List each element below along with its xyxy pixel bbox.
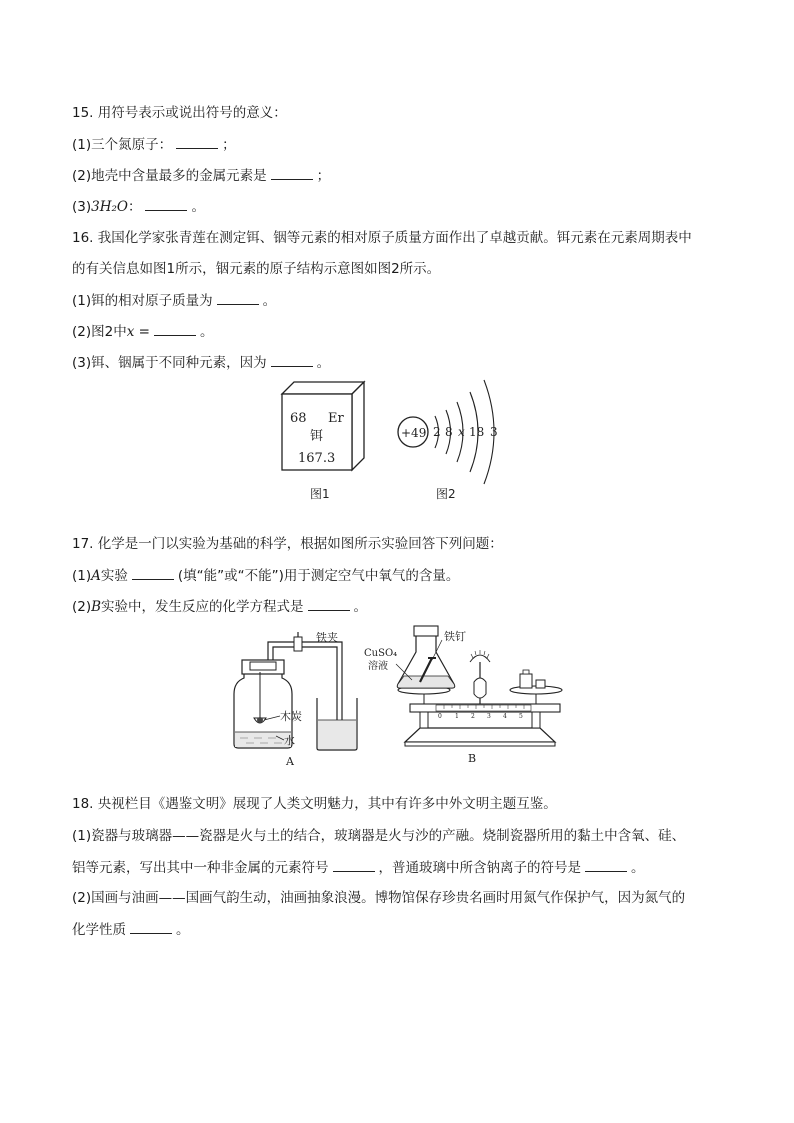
charcoal [257, 717, 263, 723]
answer-blank[interactable] [271, 166, 313, 180]
label-b: B [91, 599, 102, 615]
scale-4: 4 [503, 713, 507, 720]
q15-part1 [72, 135, 236, 154]
answer-blank[interactable] [145, 197, 187, 211]
q17-part2 [72, 597, 367, 616]
answer-blank[interactable] [585, 858, 627, 872]
formula: 3H₂O [91, 199, 128, 215]
label-a: A [91, 568, 101, 584]
nucleus-charge: +49 [401, 426, 427, 440]
q16-part1 [72, 291, 276, 310]
q18-part2-line2 [72, 920, 190, 939]
q17-part2-num: (2) [72, 599, 92, 615]
punct: ； [222, 137, 236, 153]
q15-part2-text: (2)地壳中含量最多的金属元素是 [72, 168, 267, 184]
variable-x: x = [126, 324, 150, 340]
answer-blank[interactable] [130, 920, 172, 934]
punct: ： [127, 199, 142, 215]
label-charcoal: 木炭 [280, 710, 302, 723]
q16-part1-text: (1)铒的相对原子质量为 [72, 293, 213, 309]
flask-stopper [414, 626, 438, 636]
q18-part1-line2 [72, 858, 645, 877]
q16-part3-text: (3)铒、铟属于不同种元素，因为 [72, 355, 267, 371]
figure-1-element-card [280, 380, 370, 505]
punct: 。 [316, 355, 331, 371]
q16-stem-line2: 的有关信息如图1所示，铟元素的原子结构示意图如图2所示。 [72, 261, 441, 277]
q15-part1-text: (1)三个氮原子： [72, 137, 173, 153]
punct: 。 [199, 324, 214, 340]
q17-part1-tail: (填“能”或“不能”)用于测定空气中氧气的含量。 [177, 568, 460, 584]
figure-2-atom-diagram [390, 372, 520, 505]
shell-4-count: 18 [469, 425, 485, 439]
q17-stem: 17. 化学是一门以实验为基础的科学，根据如图所示实验回答下列问题： [72, 536, 503, 552]
q16-part3 [72, 353, 330, 372]
q16-part2-text: (2)图2中 [72, 324, 127, 340]
shell-1-count: 2 [433, 425, 441, 439]
punct: 。 [176, 922, 190, 938]
answer-blank[interactable] [154, 322, 196, 336]
scale-1: 1 [455, 713, 459, 720]
experiment-b-apparatus [360, 618, 570, 768]
punct: 。 [191, 199, 205, 215]
q17-part1-num: (1) [72, 568, 92, 584]
element-name: 铒 [310, 429, 324, 444]
q15-part3 [72, 197, 205, 216]
shell-2-count: 8 [445, 425, 453, 439]
answer-blank[interactable] [308, 597, 350, 611]
punct: 。 [262, 293, 277, 309]
answer-blank[interactable] [271, 353, 313, 367]
label-cuso4: CuSO₄ [364, 648, 398, 659]
q16-part2 [72, 322, 213, 341]
element-symbol: Er [328, 411, 344, 426]
q18-part1-line1: (1)瓷器与玻璃器——瓷器是火与土的结合，玻璃器是火与沙的产融。烧制瓷器所用的黏土中含氧、硅、 [72, 828, 686, 844]
answer-blank[interactable] [176, 135, 218, 149]
answer-blank[interactable] [333, 858, 375, 872]
q17-part1-text: 实验 [100, 568, 128, 584]
figure-1-caption: 图1 [310, 487, 330, 501]
scale-0: 0 [438, 713, 442, 720]
punct: ； [316, 168, 331, 184]
scale-5: 5 [519, 713, 523, 720]
atomic-number: 68 [290, 411, 307, 426]
punct: 。 [631, 860, 645, 876]
scale-2: 2 [471, 713, 475, 720]
figure-a-caption: A [286, 755, 294, 768]
q17-part2-text: 实验中，发生反应的化学方程式是 [101, 599, 304, 615]
shell-3-count: x [458, 425, 465, 439]
experiment-a-apparatus [222, 632, 362, 770]
q18-part2-line1: (2)国画与油画——国画气韵生动，油画抽象浪漫。博物馆保存珍贵名画时用氮气作保护气，因为氮气的 [72, 890, 686, 906]
q18-stem: 18. 央视栏目《遇鉴文明》展现了人类文明魅力，其中有许多中外文明主题互鉴。 [72, 796, 557, 812]
figure-b-caption: B [468, 752, 477, 765]
q17-part1 [72, 566, 459, 585]
answer-blank[interactable] [132, 566, 174, 580]
atomic-mass: 167.3 [298, 451, 336, 466]
q15-part2 [72, 166, 330, 185]
answer-blank[interactable] [217, 291, 259, 305]
label-clamp: 铁夹 [316, 632, 338, 644]
label-water: 水 [284, 734, 295, 747]
shell-5-count: 3 [490, 425, 498, 439]
label-iron-nail: 铁钉 [444, 630, 466, 643]
q16-stem-line1: 16. 我国化学家张青莲在测定铒、铟等元素的相对原子质量方面作出了卓越贡献。铒元素在元素周期表中 [72, 230, 692, 246]
punct: 。 [353, 599, 368, 615]
q18-part2-text: 化学性质 [72, 922, 126, 938]
q15-part3-num: (3) [72, 199, 92, 215]
label-solution: 溶液 [368, 661, 388, 672]
q15-stem: 15. 用符号表示或说出符号的意义： [72, 105, 287, 121]
q18-part1-text-a: 铝等元素，写出其中一种非金属的元素符号 [72, 860, 329, 876]
q18-part1-text-b: ，普通玻璃中所含钠离子的符号是 [378, 860, 581, 876]
figure-2-caption: 图2 [436, 487, 456, 501]
scale-3: 3 [487, 713, 491, 720]
